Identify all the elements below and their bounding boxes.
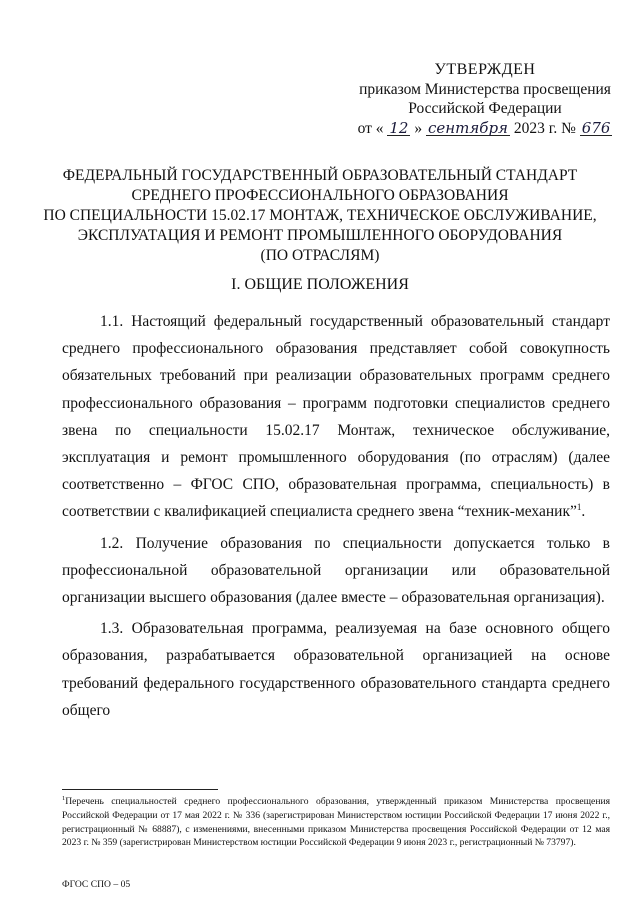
handwritten-month: сентября — [427, 119, 508, 137]
title-line-5: (ПО ОТРАСЛЯМ) — [260, 247, 380, 264]
handwritten-order-number: 676 — [581, 119, 611, 137]
paragraph-1-3: 1.3. Образовательная программа, реализуемая на базе основного общего образования, разрабатывается образовательной организацией на основе требований федерального государственного образовательного стандарта среднего общего — [62, 620, 610, 719]
section-heading: I. ОБЩИЕ ПОЛОЖЕНИЯ — [231, 276, 409, 293]
year-text: 2023 г. № — [513, 120, 576, 137]
document-title — [40, 166, 600, 266]
approval-date-line — [355, 119, 615, 138]
approval-block — [355, 60, 615, 138]
paragraph-1-2: 1.2. Получение образования по специальности допускается только в профессиональной образовательной организации или образовательной организации высшего образования (далее вместе – образовательная организация). — [62, 534, 610, 607]
page-code: ФГОС СПО – 05 — [62, 879, 131, 890]
title-line-4: ЭКСПЛУАТАЦИЯ И РЕМОНТ ПРОМЫШЛЕННОГО ОБОРУДОВАНИЯ — [77, 227, 563, 244]
approval-country-line: Российской Федерации — [408, 100, 562, 117]
date-prefix: от « — [357, 120, 384, 137]
footnote-number: 1 — [62, 794, 66, 802]
document-body — [62, 308, 610, 728]
footnote-divider — [62, 789, 218, 790]
title-line-2: СРЕДНЕГО ПРОФЕССИОНАЛЬНОГО ОБРАЗОВАНИЯ — [131, 187, 509, 204]
approval-stamp: УТВЕРЖДЕН — [434, 61, 536, 78]
footnote — [62, 795, 610, 850]
handwritten-day: 12 — [389, 119, 409, 137]
date-mid: » — [414, 120, 423, 137]
footnote-text: Перечень специальностей среднего профессионального образования, утвержденный приказом Министерства просвещения Российской Федерации от 17 мая 2022 г. № 336 (зарегистрирован Министерством юстиции Российской Федерации 17 июня 2022 г., регистрационный № 68887), с изменениями, внесенными приказом Министерства просвещения Российской Федерации от 12 мая 2023 г. № 359 (зарегистрирован Министерством юстиции Российской Федерации 9 июня 2023 г., регистрационный № 73797). — [62, 796, 610, 849]
paragraph-1-1-text: 1.1. Настоящий федеральный государственный образовательный стандарт среднего профессионального образования представляет собой совокупность обязательных требований при реализации образовательных программ среднего профессионального образования – программ подготовки специалистов среднего звена по специальности 15.02.17 Монтаж, техническое обслуживание, эксплуатация и ремонт промышленного оборудования (по отраслям) (далее соответственно – ФГОС СПО, образовательная программа, специальность) в соответствии с квалификацией специалиста среднего звена “техник-механик” — [62, 313, 610, 521]
paragraph-1-1-end: . — [581, 503, 586, 521]
paragraph-1-1 — [62, 308, 610, 526]
approval-order-line: приказом Министерства просвещения — [359, 81, 611, 98]
title-line-1: ФЕДЕРАЛЬНЫЙ ГОСУДАРСТВЕННЫЙ ОБРАЗОВАТЕЛЬНЫЙ СТАНДАРТ — [62, 167, 578, 184]
title-line-3: ПО СПЕЦИАЛЬНОСТИ 15.02.17 МОНТАЖ, ТЕХНИЧЕСКОЕ ОБСЛУЖИВАНИЕ, — [43, 207, 597, 224]
footnote-ref[interactable]: 1 — [576, 502, 582, 513]
